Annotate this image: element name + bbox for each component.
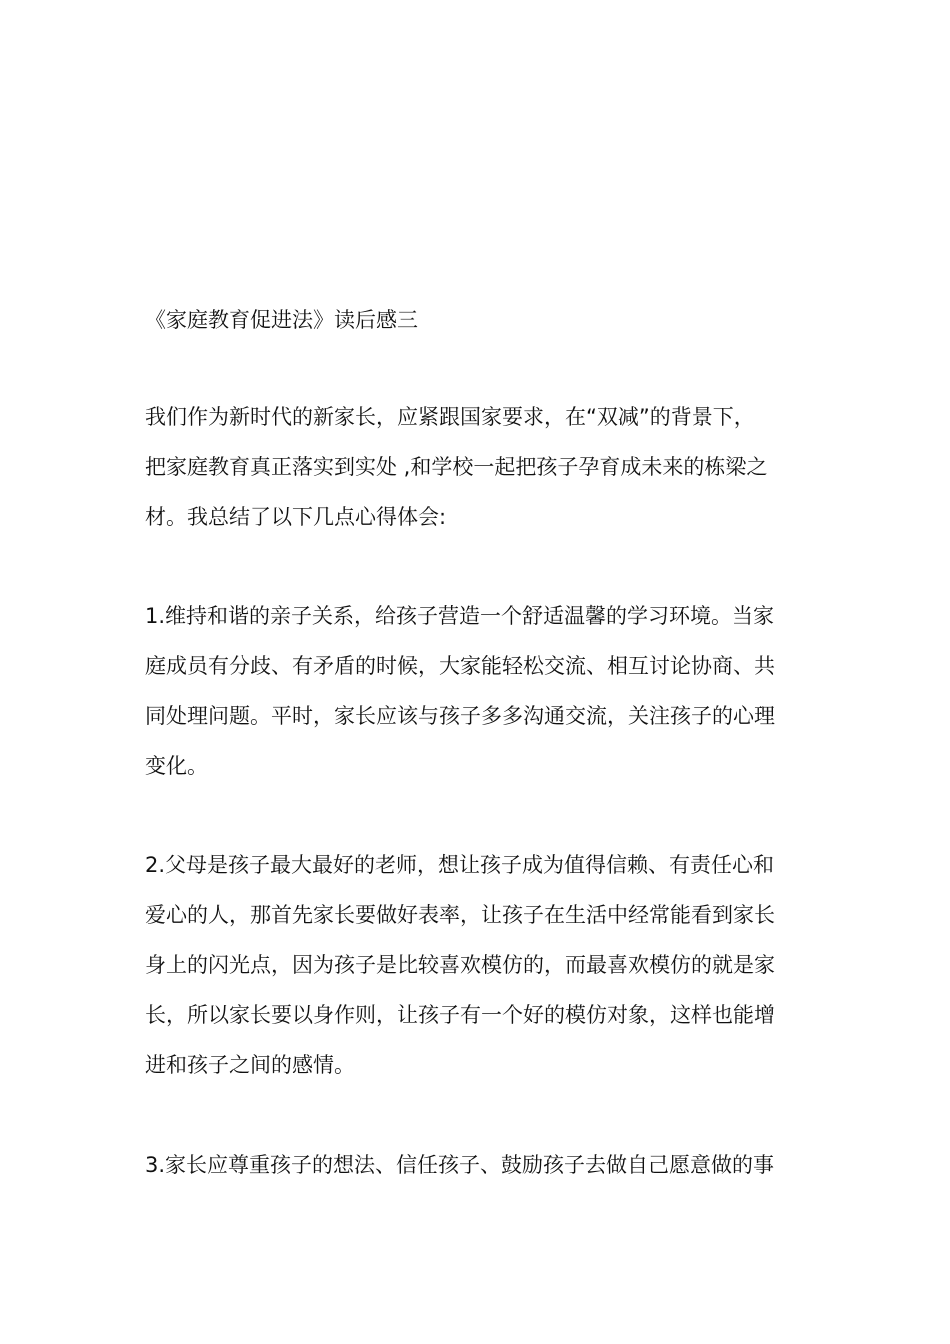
paragraph-line: 庭成员有分歧、有矛盾的时候，大家能轻松交流、相互讨论协商、共	[145, 654, 775, 678]
paragraph-intro	[145, 392, 825, 542]
paragraph-line: 1.维持和谐的亲子关系，给孩子营造一个舒适温馨的学习环境。当家	[145, 604, 775, 628]
paragraph-line: 进和孩子之间的感情。	[145, 1053, 355, 1077]
paragraph-line: 2.父母是孩子最大最好的老师，想让孩子成为值得信赖、有责任心和	[145, 853, 775, 877]
paragraph-point-2	[145, 840, 825, 1090]
paragraph-line: 我们作为新时代的新家长，应紧跟国家要求，在“双减”的背景下，	[145, 405, 755, 429]
paragraph-point-3	[145, 1140, 825, 1190]
paragraph-point-1	[145, 591, 825, 791]
paragraph-line: 变化。	[145, 754, 208, 778]
paragraph-line: 材。我总结了以下几点心得体会:	[145, 505, 447, 529]
paragraph-line: 3.家长应尊重孩子的想法、信任孩子、鼓励孩子去做自己愿意做的事	[145, 1153, 775, 1177]
paragraph-line: 爱心的人，那首先家长要做好表率，让孩子在生活中经常能看到家长	[145, 903, 775, 927]
paragraph-line: 同处理问题。平时，家长应该与孩子多多沟通交流，关注孩子的心理	[145, 704, 775, 728]
paragraph-line: 长，所以家长要以身作则，让孩子有一个好的模仿对象，这样也能增	[145, 1003, 775, 1027]
paragraph-line: 身上的闪光点，因为孩子是比较喜欢模仿的，而最喜欢模仿的就是家	[145, 953, 775, 977]
document-title: 《家庭教育促进法》读后感三	[145, 308, 418, 332]
paragraph-line: 把家庭教育真正落实到实处 ,和学校一起把孩子孕育成未来的栋梁之	[145, 455, 768, 479]
